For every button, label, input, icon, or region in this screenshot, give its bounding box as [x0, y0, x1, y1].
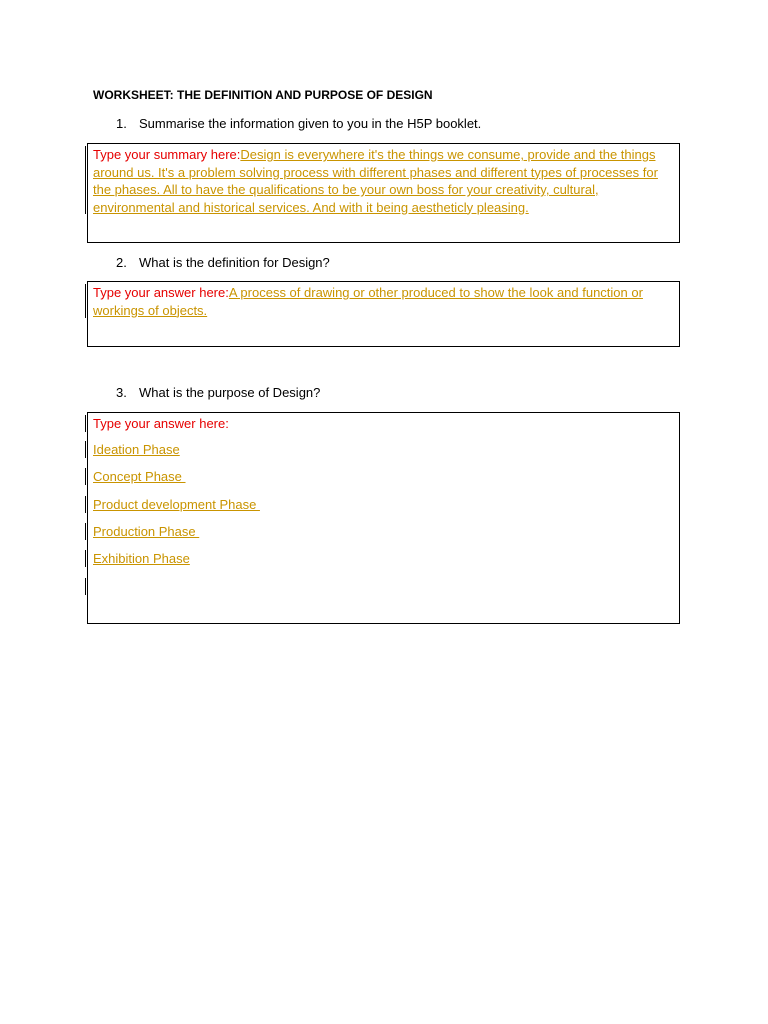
text-cursor-marker — [85, 441, 86, 458]
question-2 — [116, 255, 330, 270]
phase-item-ideation[interactable]: Ideation Phase — [93, 442, 180, 457]
purpose-answer-box[interactable] — [87, 412, 680, 624]
summary-answer[interactable]: Design is everywhere it's the things we consume, provide and the things around us. It's a problem solving process with different phases and different types of processes for the phases. All to have the qualifications to be your own boss for your creativity, cultural, environmental and historical services. And with it being aestheticly pleasing. — [93, 147, 658, 215]
question-1-number: 1. — [116, 116, 127, 131]
phase-item-product-development[interactable]: Product development Phase — [93, 497, 260, 512]
definition-answer-text[interactable] — [93, 284, 665, 319]
summary-prompt: Type your summary here: — [93, 147, 241, 162]
text-cursor-marker — [85, 523, 86, 540]
question-3-number: 3. — [116, 385, 127, 400]
phase-item-exhibition[interactable]: Exhibition Phase — [93, 551, 190, 566]
question-3 — [116, 385, 320, 400]
question-1-text: Summarise the information given to you in the H5P booklet. — [139, 116, 482, 131]
text-cursor-marker — [85, 415, 86, 432]
text-cursor-marker — [85, 496, 86, 513]
text-cursor-marker — [85, 146, 86, 214]
text-cursor-marker — [85, 578, 86, 595]
summary-answer-text[interactable] — [93, 146, 665, 216]
phase-item-production[interactable]: Production Phase — [93, 524, 200, 539]
question-3-text: What is the purpose of Design? — [139, 385, 321, 400]
worksheet-title: WORKSHEET: THE DEFINITION AND PURPOSE OF DESIGN — [93, 88, 433, 102]
text-cursor-marker — [85, 284, 86, 318]
phase-item-concept[interactable]: Concept Phase — [93, 469, 186, 484]
purpose-answer-text[interactable] — [93, 415, 665, 433]
text-cursor-marker — [85, 550, 86, 567]
question-2-number: 2. — [116, 255, 127, 270]
definition-answer[interactable]: A process of drawing or other produced to show the look and function or workings of objects. — [93, 285, 643, 318]
summary-answer-box[interactable] — [87, 143, 680, 243]
purpose-prompt: Type your answer here: — [93, 416, 229, 431]
question-1 — [116, 116, 481, 131]
definition-prompt: Type your answer here: — [93, 285, 229, 300]
definition-answer-box[interactable] — [87, 281, 680, 347]
text-cursor-marker — [85, 468, 86, 485]
question-2-text: What is the definition for Design? — [139, 255, 330, 270]
